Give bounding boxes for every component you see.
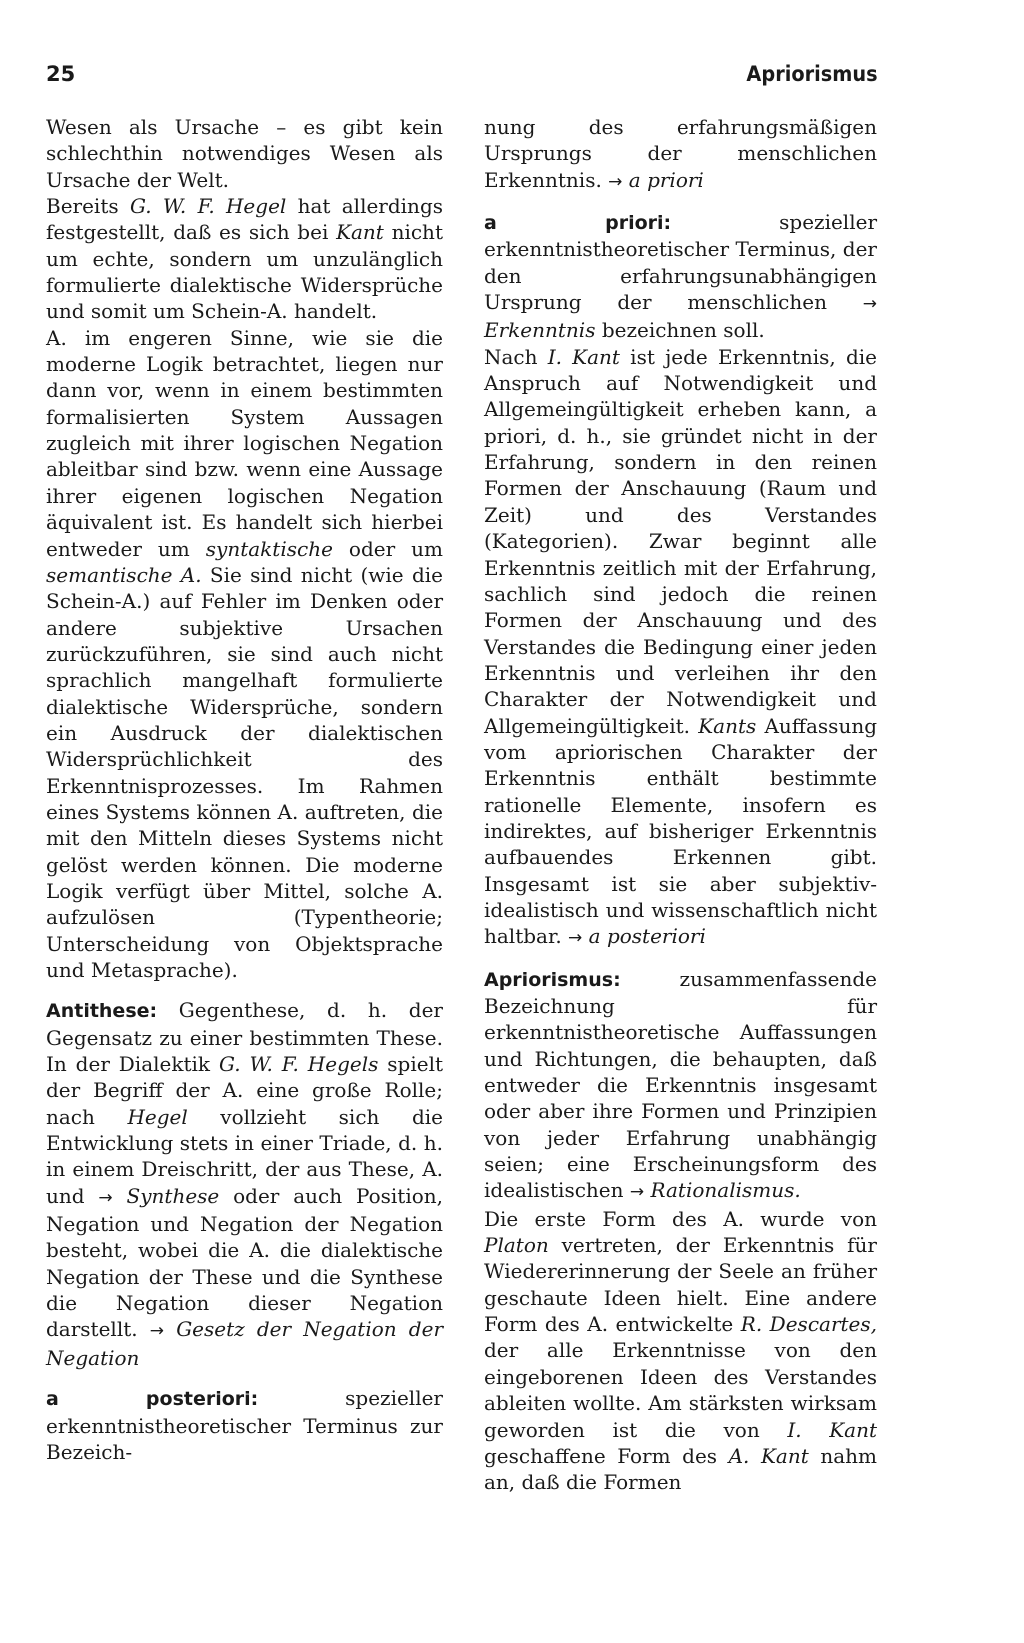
person-name: Platon xyxy=(484,1233,549,1258)
entry-separator xyxy=(46,983,443,997)
left-column xyxy=(46,114,443,1465)
cross-reference-link[interactable]: Gesetz der Negation der Negation xyxy=(46,1317,444,1370)
arrow-right-icon: → xyxy=(98,1187,113,1208)
right-column xyxy=(484,114,877,1496)
person-name: Hegel xyxy=(127,1104,188,1129)
emphasis: semantische A. xyxy=(46,562,202,587)
entry-headword: a posteriori: xyxy=(46,1388,259,1411)
cross-reference-link[interactable]: a priori xyxy=(628,167,704,192)
entry-separator xyxy=(46,1371,443,1385)
entry-headword: a priori: xyxy=(484,212,672,235)
cross-reference-link[interactable]: Synthese xyxy=(126,1183,220,1208)
person-name: I. Kant xyxy=(787,1417,877,1442)
paragraph: Bereits G. W. F. Hegel hat allerdings festgestellt, daß es sich bei Kant nicht um echte, sondern um unzulänglich formulierte dialektische Widersprüche und somit um Schein-A. handelt. xyxy=(46,194,444,324)
cross-reference-link[interactable]: Rationalismus. xyxy=(650,1178,801,1203)
person-name: Kants xyxy=(698,713,757,738)
arrow-right-icon: → xyxy=(608,171,623,192)
cross-reference-link[interactable]: a posteriori xyxy=(588,924,706,949)
person-name: I. Kant xyxy=(547,344,620,369)
cross-reference-link[interactable]: Erkenntnis xyxy=(484,318,596,343)
emphasis: syntaktische xyxy=(205,536,333,561)
paragraph: Wesen als Ursache – es gibt kein schlechthin notwendiges Wesen als Ursache der Welt. xyxy=(46,115,443,192)
running-head: Apriorismus xyxy=(746,62,878,86)
entry-antithese: Antithese: Gegenthese, d. h. der Gegensatz zu einer bestimmten These. In der Dialektik G. W. F. Hegels spielt der Begriff der A. eine große Rolle; nach Hegel vollzieht sich die Entwicklung stets in einer Triade, d. h. in einem Dreischritt, der aus These, A. und → Synthese oder auch Position, Negation und Negation der Negation besteht, wobei die A. die dialektische Negation der These und die Synthese die Negation dieser Negation darstellt. → Gesetz der Negation der Negation xyxy=(46,998,444,1370)
page-number: 25 xyxy=(46,62,76,86)
entry-headword: Apriorismus: xyxy=(484,968,621,991)
entry-headword: Antithese: xyxy=(46,1000,158,1023)
paragraph: A. im engeren Sinne, wie sie die moderne Logik betrachtet, liegen nur dann vor, wenn in einem bestimmten formalisierten System Aussagen zugleich mit ihrer logischen Negation ableitbar sind bzw. wenn eine Aussage ihrer eigenen logischen Negation äquivalent ist. Es handelt sich hierbei entweder um syntaktische oder um semantische A. Sie sind nicht (wie die Schein-A.) auf Fehler im Denken oder andere subjektive Ursachen zurückzuführen, sie sind auch nicht sprachlich mangelhaft formulierte dialektische Widersprüche, sondern ein Ausdruck der dialektischen Widersprüchlichkeit des Erkenntnisprozesses. Im Rahmen eines Systems können A. auftreten, die mit den Mitteln dieses Systems nicht gelöst werden können. Die moderne Logik verfügt über Mittel, solche A. aufzulösen (Typentheorie; Unterscheidung von Objektsprache und Metasprache). xyxy=(46,325,443,982)
person-name: R. Descartes, xyxy=(740,1312,877,1337)
person-name: Kant xyxy=(336,220,384,245)
person-name: G. W. F. Hegels xyxy=(218,1052,379,1077)
paragraph: Nach I. Kant ist jede Erkenntnis, die Anspruch auf Notwendigkeit und Allgemeingültigkeit erheben kann, a priori, d. h., sie gründet nicht in der Erfahrung, sondern in den reinen Formen der Anschauung (Raum und Zeit) und des Verstandes (Kategorien). Zwar beginnt alle Erkenntnis zeitlich mit der Erfahrung, sachlich sind jedoch die reinen Formen der Anschauung und des Verstandes die Bedingung einer jeden Erkenntnis und verleihen ihr den Charakter der Notwendigkeit und Allgemeingültigkeit. Kants Auffassung vom apriorischen Charakter der Erkenntnis enthält bestimmte rationelle Elemente, insofern es indirektes, auf bisheriger Erkenntnis aufbauendes Erkennen gibt. Insgesamt ist sie aber subjektiv-idealistisch und wissenschaftlich nicht haltbar. → a posteriori xyxy=(484,344,878,949)
entry-continuation: nung des erfahrungsmäßigen Ursprungs der menschlichen Erkenntnis. → a priori xyxy=(484,115,877,192)
entry-separator xyxy=(484,195,877,209)
person-name: G. W. F. Hegel xyxy=(129,194,287,219)
arrow-right-icon: → xyxy=(629,1182,645,1203)
arrow-right-icon: → xyxy=(568,928,583,949)
paragraph: Die erste Form des A. wurde von Platon vertreten, der Erkenntnis für Wiedererinnerung der Seele an früher geschaute Ideen hielt. Eine andere Form des A. entwickelte R. Descartes, der alle Erkenntnisse von den eingeborenen Ideen des Verstandes ableiten wollte. Am stärksten wirksam geworden ist die von I. Kant geschaffene Form des A. Kant nahm an, daß die Formen xyxy=(484,1206,877,1495)
arrow-right-icon: → xyxy=(149,1321,165,1342)
entry-a-priori: a priori: spezieller erkenntnistheoretischer Terminus, der den erfahrungsunabhängigen Ursprung der menschlichen → Erkenntnis bezeichnen soll. xyxy=(484,210,877,343)
entry-separator xyxy=(484,952,877,966)
entry-apriorismus: Apriorismus: zusammenfassende Bezeichnung für erkenntnistheoretische Auffassungen und Richtungen, die behaupten, daß entweder die Erkenntnis insgesamt oder aber ihre Formen und Prinzipien von jeder Erfahrung unabhängig seien; eine Erscheinungsform des idealistischen → Rationalismus. xyxy=(484,966,877,1203)
arrow-right-icon: → xyxy=(862,294,877,315)
entry-a-posteriori: a posteriori: spezieller erkenntnistheoretischer Terminus zur Bezeich- xyxy=(46,1386,443,1464)
emphasis: A. xyxy=(728,1443,750,1468)
person-name: Kant xyxy=(760,1443,809,1468)
